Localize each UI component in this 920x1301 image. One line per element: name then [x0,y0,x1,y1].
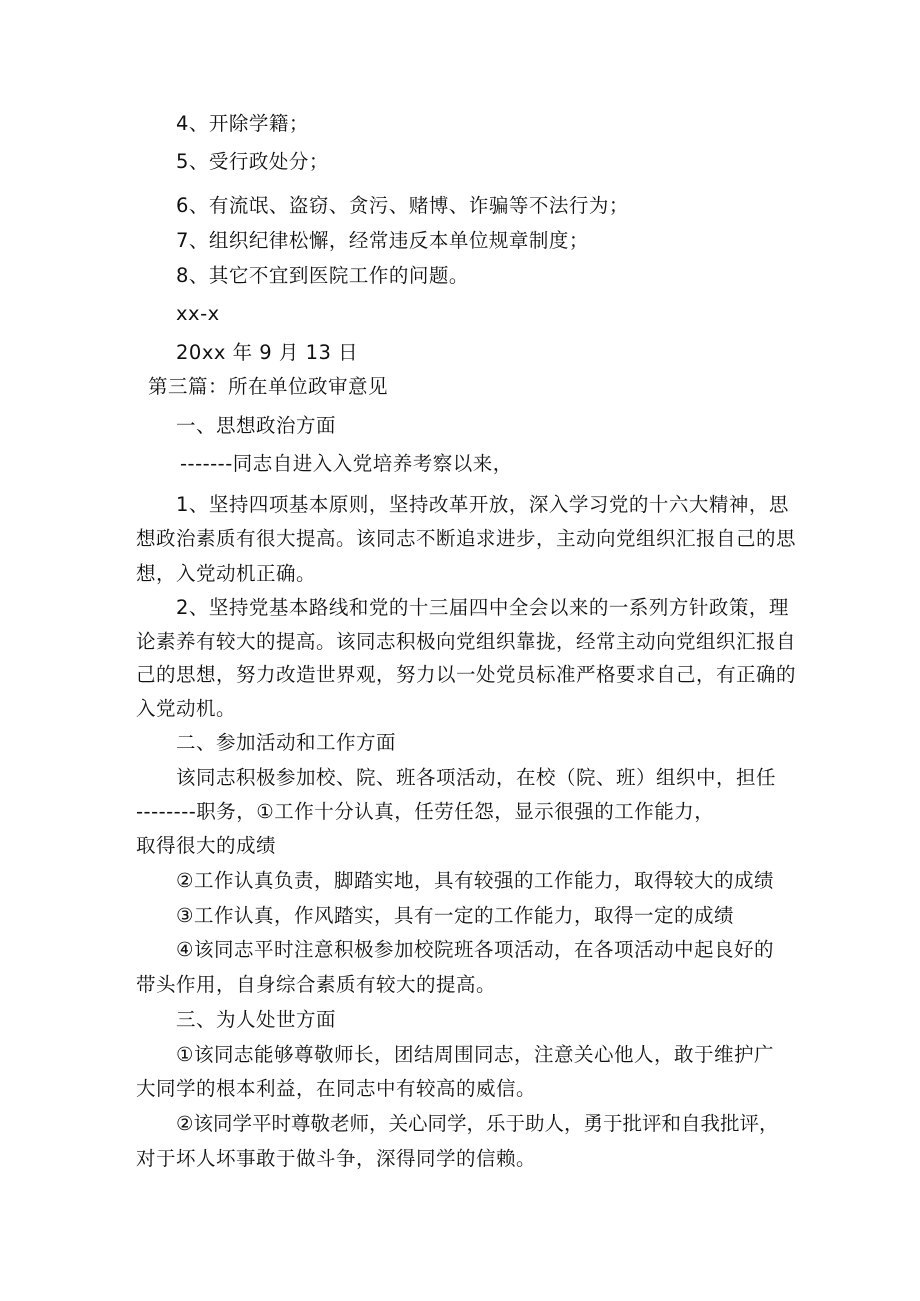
heading-activities: 二、参加活动和工作方面 [176,731,397,754]
paragraph-line: 带头作用，自身综合素质有较大的提高。 [136,973,497,996]
paragraph-line: 取得很大的成绩 [136,834,277,857]
paragraph-line: 1、坚持四项基本原则，坚持改革开放，深入学习党的十六大精神，思 [176,493,789,516]
list-item: 6、有流氓、盗窃、贪污、赌博、诈骗等不法行为； [176,194,629,217]
paragraph-line: 己的思想，努力改造世界观，努力以一处党员标准严格要求自己，有正确的 [136,663,797,686]
list-item: 8、其它不宜到医院工作的问题。 [176,264,469,287]
paragraph-line: ④该同志平时注意积极参加校院班各项活动，在各项活动中起良好的 [176,938,774,961]
list-item: 7、组织纪律松懈，经常违反本单位规章制度； [176,229,589,252]
signature: xx-x [176,302,220,325]
paragraph-line: --------职务，①工作十分认真，任劳任怨，显示很强的工作能力， [136,800,715,823]
heading-ideology: 一、思想政治方面 [176,414,337,437]
paragraph-line: ③工作认真，作风踏实，具有一定的工作能力，取得一定的成绩 [176,904,734,927]
paragraph-line: ①该同志能够尊敬师长，团结周围同志，注意关心他人，敢于维护广 [176,1043,774,1066]
paragraph-line: ②该同学平时尊敬老师，关心同学，乐于助人，勇于批评和自我批评， [176,1112,779,1135]
list-item: 4、开除学籍； [176,112,309,135]
section-title: 第三篇：所在单位政审意见 [148,375,389,398]
paragraph-line: 对于坏人坏事敢于做斗争，深得同学的信赖。 [136,1147,537,1170]
paragraph-line: 想政治素质有很大提高。该同志不断追求进步，主动向党组织汇报自己的思 [136,527,797,550]
date: 20xx 年 9 月 13 日 [176,341,359,364]
paragraph-line: 该同志积极参加校、院、班各项活动，在校（院、班）组织中，担任 [176,766,777,789]
heading-conduct: 三、为人处世方面 [176,1008,337,1031]
paragraph-line: -------同志自进入入党培养考察以来， [180,452,513,475]
paragraph-line: 入党动机。 [136,697,237,720]
paragraph-line: 大同学的根本利益，在同志中有较高的威信。 [136,1077,537,1100]
list-item: 5、受行政处分； [176,150,329,173]
paragraph-line: 想，入党动机正确。 [136,562,317,585]
paragraph-line: 2、坚持党基本路线和党的十三届四中全会以来的一系列方针政策，理 [176,596,789,619]
paragraph-line: 论素养有较大的提高。该同志积极向党组织靠拢，经常主动向党组织汇报自 [136,630,797,653]
paragraph-line: ②工作认真负责，脚踏实地，具有较强的工作能力，取得较大的成绩 [176,869,774,892]
